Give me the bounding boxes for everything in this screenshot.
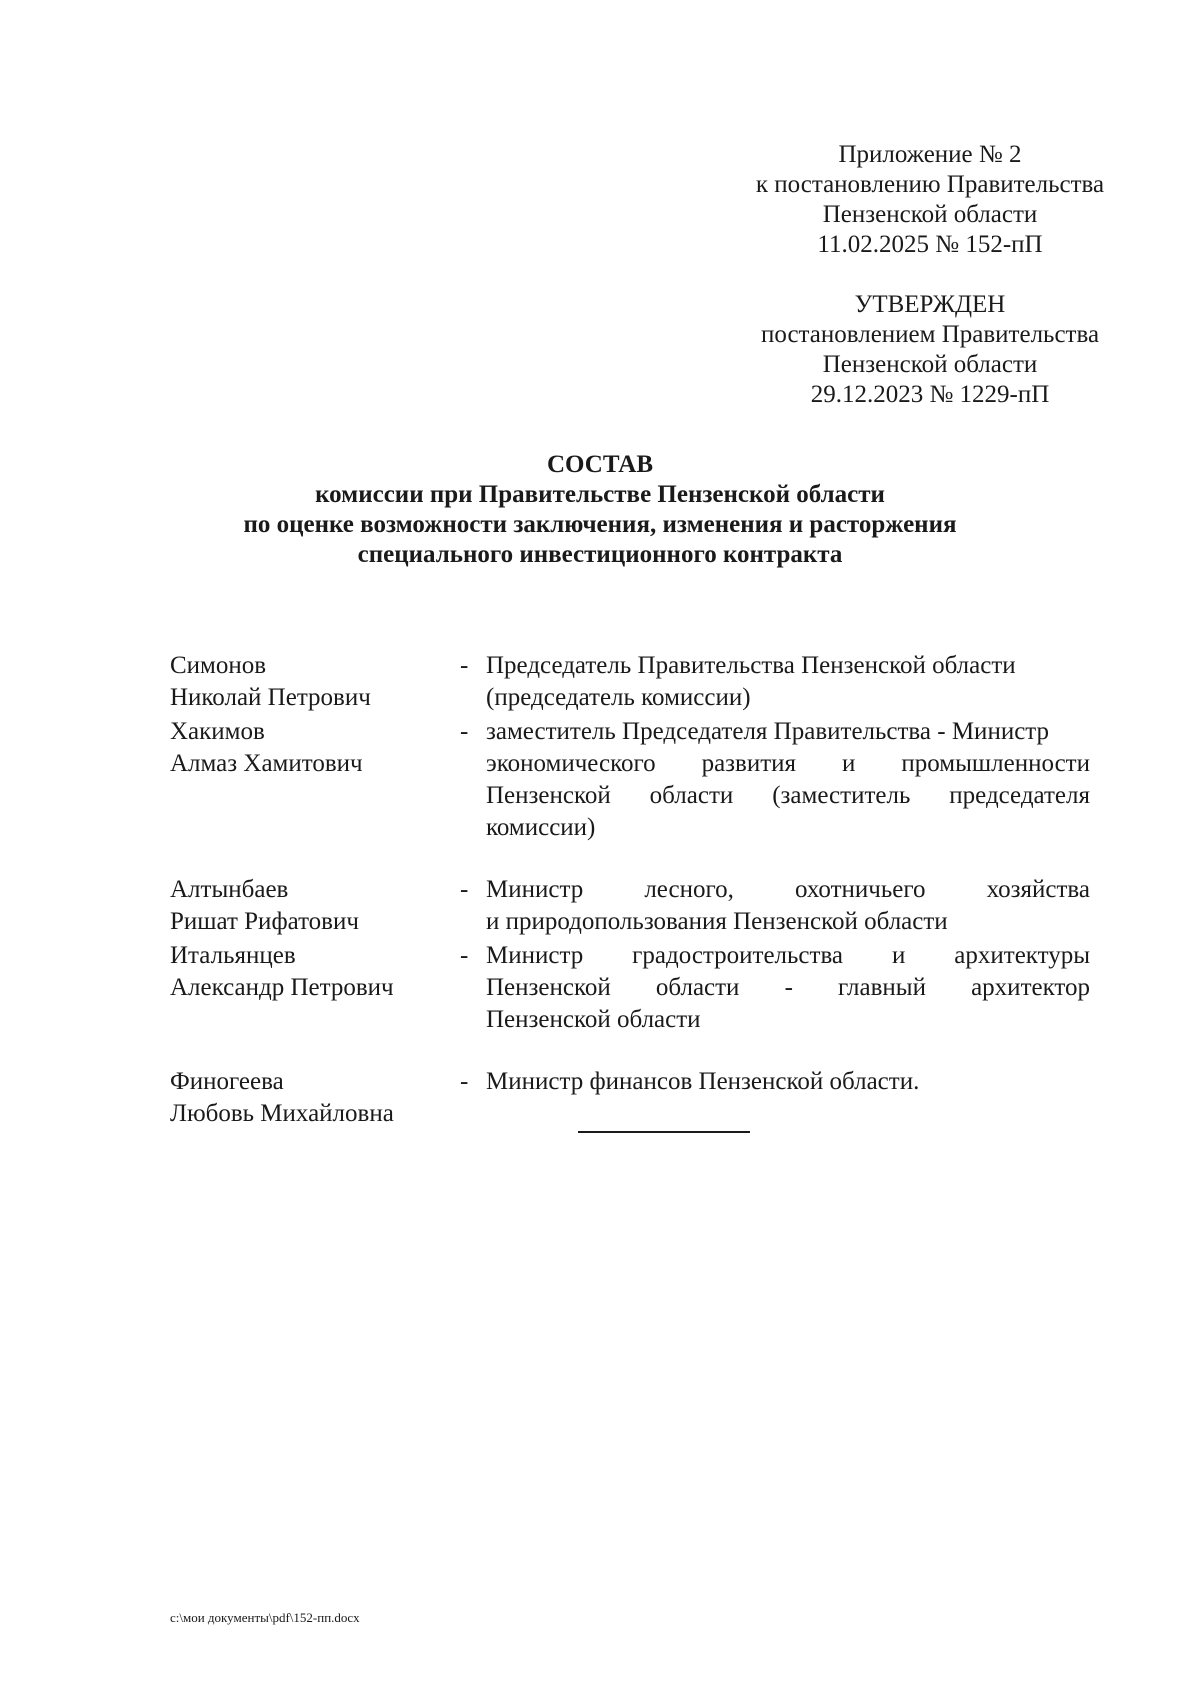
role-line: и природопользования Пензенской области: [486, 908, 948, 935]
approved-date-number: 29.12.2023 № 1229-пП: [810, 381, 1050, 408]
role-line: экономического развития и промышленности: [486, 750, 1090, 777]
member-surname: Финогеева: [170, 1068, 284, 1095]
title-heading: СОСТАВ: [546, 451, 654, 478]
role-line: Пензенской области (заместитель председателя: [486, 782, 1090, 809]
member-name: [170, 874, 460, 938]
annex-region: Пензенской области: [822, 201, 1038, 228]
member-dash: -: [460, 942, 469, 969]
annex-header: [700, 140, 1160, 260]
member-role: [486, 1066, 1090, 1098]
member-surname: Хакимов: [170, 718, 265, 745]
footer-file-path: c:\мои документы\pdf\152-пп.docx: [170, 1610, 360, 1625]
member-given-names: Николай Петрович: [170, 684, 371, 711]
member-row: [170, 940, 1090, 1036]
title-line-2: комиссии при Правительстве Пензенской области: [315, 481, 885, 508]
member-role: [486, 940, 1090, 1036]
member-name: [170, 940, 460, 1004]
annex-number: Приложение № 2: [838, 141, 1022, 168]
member-row: [170, 650, 1090, 714]
title-line-3: по оценке возможности заключения, изменения и расторжения: [243, 511, 957, 538]
annex-date-number: 11.02.2025 № 152-пП: [817, 231, 1043, 258]
member-dash: -: [460, 718, 469, 745]
end-rule-divider: [578, 1131, 750, 1133]
member-role: [486, 716, 1090, 844]
member-role: [486, 650, 1090, 714]
role-line: Пензенской области: [486, 1006, 701, 1033]
role-line: Министр лесного, охотничьего хозяйства: [486, 876, 1090, 903]
member-surname: Алтынбаев: [170, 876, 289, 903]
annex-reference: к постановлению Правительства: [755, 171, 1105, 198]
document-title: [160, 450, 1040, 570]
role-line: Председатель Правительства Пензенской области: [486, 652, 1016, 679]
member-name: [170, 1066, 460, 1130]
role-line: Министр градостроительства и архитектуры: [486, 942, 1090, 969]
member-dash: -: [460, 876, 469, 903]
title-line-4: специального инвестиционного контракта: [357, 541, 843, 568]
member-row: [170, 1066, 1090, 1130]
member-dash: -: [460, 1068, 469, 1095]
member-role: [486, 874, 1090, 938]
member-surname: Итальянцев: [170, 942, 296, 969]
member-dash: -: [460, 652, 469, 679]
member-name: [170, 716, 460, 780]
member-given-names: Ришат Рифатович: [170, 908, 359, 935]
member-surname: Симонов: [170, 652, 267, 679]
members-list: [170, 650, 1090, 1132]
role-line: (председатель комиссии): [486, 684, 751, 711]
approved-label: УТВЕРЖДЕН: [854, 291, 1006, 318]
member-row: [170, 874, 1090, 938]
role-line: Пензенской области - главный архитектор: [486, 974, 1090, 1001]
member-given-names: Любовь Михайловна: [170, 1100, 394, 1127]
role-line: Министр финансов Пензенской области.: [486, 1068, 920, 1095]
approved-reference: постановлением Правительства: [760, 321, 1100, 348]
role-line: комиссии): [486, 814, 596, 841]
member-name: [170, 650, 460, 714]
role-line: заместитель Председателя Правительства - Министр: [486, 718, 1050, 745]
approved-region: Пензенской области: [822, 351, 1038, 378]
approved-header: [700, 290, 1160, 410]
member-row: [170, 716, 1090, 844]
member-given-names: Александр Петрович: [170, 974, 394, 1001]
member-given-names: Алмаз Хамитович: [170, 750, 363, 777]
